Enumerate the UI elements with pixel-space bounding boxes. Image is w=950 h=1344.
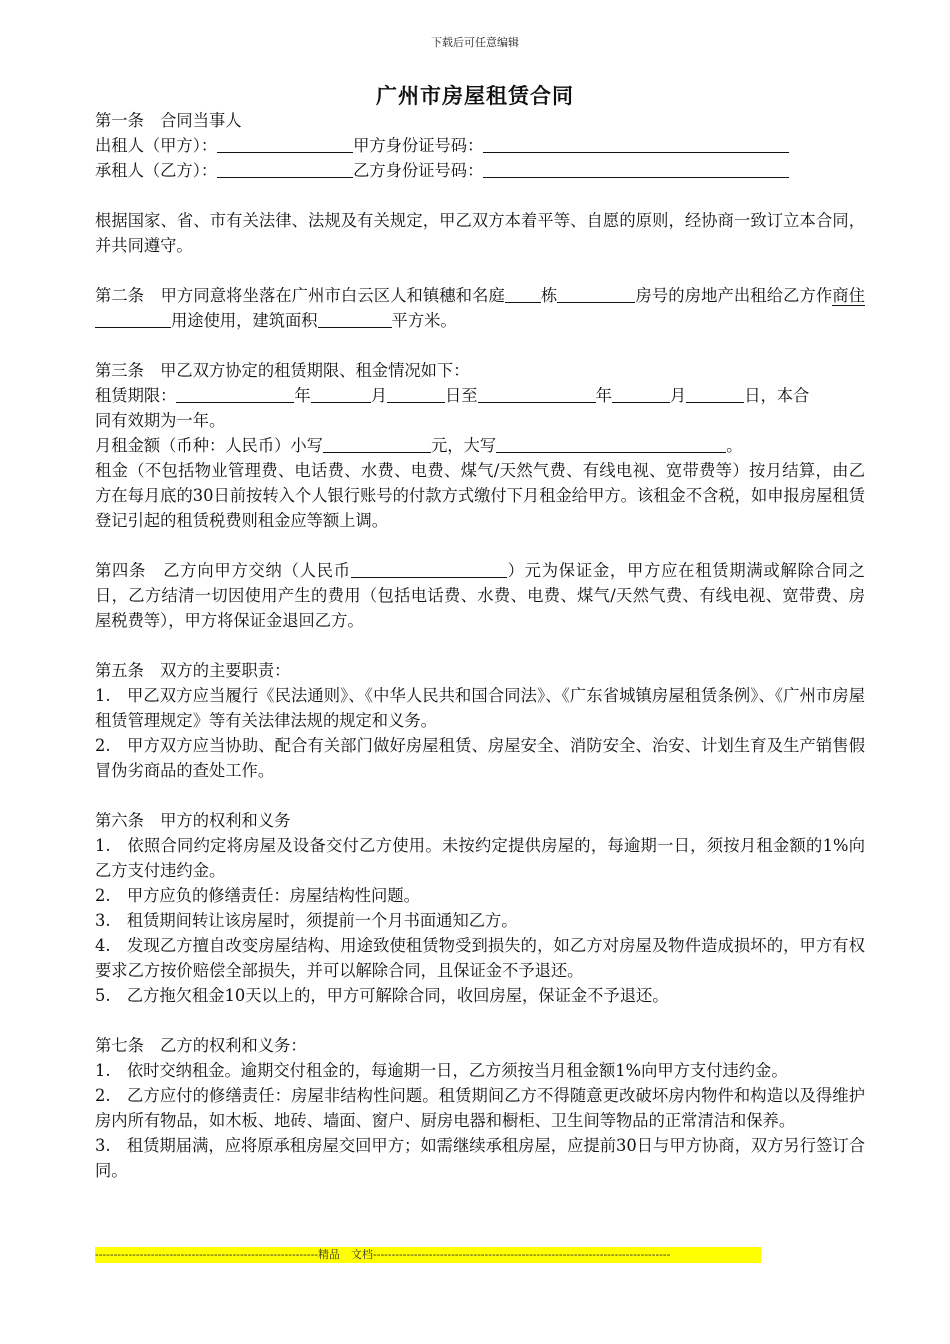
page-footer-banner — [95, 1247, 761, 1263]
building-blank[interactable] — [505, 285, 541, 303]
article-2-text-3: 租给乙方作 — [750, 286, 833, 305]
lessor-id-label: 甲方身份证号码： — [353, 136, 484, 155]
footer-right-dashes: -------------------------------------------------------------------------------- — [373, 1248, 671, 1261]
lessor-label: 出租人（甲方）： — [95, 136, 218, 155]
article-4-paragraph — [95, 558, 865, 633]
lessor-name-blank[interactable] — [217, 135, 353, 153]
article-6-heading: 第六条 甲方的权利和义务 — [95, 811, 291, 830]
lessor-line — [95, 133, 865, 158]
lessee-line — [95, 158, 865, 183]
room-blank[interactable] — [557, 285, 635, 303]
lessee-label: 承租人（乙方）： — [95, 161, 218, 180]
contract-body — [95, 108, 865, 1183]
article-2-text: 第二条 甲方同意将坐落在广州市白云区人和镇穗和名庭 — [95, 286, 505, 305]
end-year-blank[interactable] — [478, 385, 596, 403]
article-2-text-4: 用途使用，建筑面积 — [171, 311, 318, 330]
page-header-note: 下载后可任意编辑 — [431, 36, 519, 49]
deposit-blank[interactable] — [351, 560, 507, 578]
lessor-id-blank[interactable] — [483, 135, 789, 153]
day-tail-label: 日，本合 — [744, 386, 810, 405]
monthly-rent-line — [95, 433, 865, 458]
rent-words-blank[interactable] — [496, 435, 726, 453]
usage-value: 商住 — [832, 286, 865, 305]
article-6-item: 5. 乙方拖欠租金10天以上的，甲方可解除合同，收回房屋，保证金不予退还。 — [95, 986, 669, 1005]
day-to-label: 日至 — [445, 386, 478, 405]
monthly-rent-label: 月租金额（币种：人民币）小写 — [95, 436, 323, 455]
start-year-blank[interactable] — [176, 385, 294, 403]
start-month-blank[interactable] — [311, 385, 371, 403]
article-7-item: 1. 依时交纳租金。逾期交付租金的，每逾期一日，乙方须按当月租金额1%向甲方支付违约金。 — [95, 1061, 788, 1080]
article-7-item: 3. 租赁期届满，应将原承租房屋交回甲方；如需继续承租房屋，应提前30日与甲方协商，双方另行签订合同。 — [95, 1136, 865, 1180]
lease-term-label: 租赁期限： — [95, 386, 177, 405]
usage-blank[interactable] — [95, 310, 171, 328]
article-2-paragraph — [95, 283, 865, 333]
area-blank[interactable] — [318, 310, 392, 328]
article-1-heading: 第一条 合同当事人 — [95, 111, 242, 130]
rent-figure-blank[interactable] — [323, 435, 431, 453]
start-day-blank[interactable] — [387, 385, 445, 403]
article-5-heading: 第五条 双方的主要职责： — [95, 661, 291, 680]
rent-words-label: 元，大写 — [430, 436, 497, 455]
footer-left-dashes: ------------------------------------------------------------ — [95, 1248, 319, 1261]
article-7-heading: 第七条 乙方的权利和义务： — [95, 1036, 307, 1055]
article-6-item: 3. 租赁期间转让该房屋时，须提前一个月书面通知乙方。 — [95, 911, 518, 930]
preamble-paragraph: 根据国家、省、市有关法律、法规及有关规定，甲乙双方本着平等、自愿的原则，经协商一致订立本合同，并共同遵守。 — [95, 211, 865, 255]
end-month-blank[interactable] — [612, 385, 670, 403]
rent-terms-paragraph: 租金（不包括物业管理费、电话费、水费、电费、煤气/天然气费、有线电视、宽带费等）按月结算，由乙方在每月底的30日前按转入个人银行账号的付款方式缴付下月租金给甲方。该租金不含税，如申报房屋租赁登记引起的租赁税费则租金应等额上调。 — [95, 461, 865, 530]
article-7-item: 2. 乙方应付的修缮责任：房屋非结构性问题。租赁期间乙方不得随意更改破坏房内物件和构造以及得维护房内所有物品，如木板、地砖、墙面、窗户、厨房电器和橱柜、卫生间等物品的正常清洁和保养。 — [95, 1086, 865, 1130]
lessee-name-blank[interactable] — [217, 160, 353, 178]
lessee-id-label: 乙方身份证号码： — [353, 161, 484, 180]
lease-term-continuation: 同有效期为一年。 — [95, 411, 226, 430]
footer-text: 精品 文档 — [318, 1248, 374, 1261]
document-title: 广州市房屋租赁合同 — [376, 83, 574, 108]
area-unit: 平方米。 — [391, 311, 457, 330]
article-6-item: 2. 甲方应负的修缮责任：房屋结构性问题。 — [95, 886, 420, 905]
article-4-text: 第四条 乙方向甲方交纳（人民币 — [95, 561, 351, 580]
month-label-2: 月 — [669, 386, 687, 405]
month-label: 月 — [370, 386, 388, 405]
article-5-item: 1. 甲乙双方应当履行《民法通则》、《中华人民共和国合同法》、《广东省城镇房屋租赁条例》、《广州市房屋租赁管理规定》等有关法律法规的规定和义务。 — [95, 686, 865, 730]
lessee-id-blank[interactable] — [483, 160, 789, 178]
article-2-text-2: 房号的房地产出 — [635, 286, 751, 305]
year-label-2: 年 — [595, 386, 612, 405]
period-mark: 。 — [726, 436, 743, 455]
article-4-text-2: ）元为保证金，甲方应在租赁期满或解除合同之日，乙方结清一切因使用产生的费用（包括电话费、水费、电费、煤气/天然气费、有线电视、宽带费、房屋税费等），甲方将保证金退回乙方。 — [95, 561, 865, 630]
article-6-item: 1. 依照合同约定将房屋及设备交付乙方使用。未按约定提供房屋的，每逾期一日，须按月租金额的1%向乙方支付违约金。 — [95, 836, 865, 880]
year-label: 年 — [294, 386, 311, 405]
article-3-heading: 第三条 甲乙双方协定的租赁期限、租金情况如下： — [95, 361, 470, 380]
end-day-blank[interactable] — [686, 385, 744, 403]
article-5-item: 2. 甲方双方应当协助、配合有关部门做好房屋租赁、房屋安全、消防安全、治安、计划生育及生产销售假冒伪劣商品的查处工作。 — [95, 736, 865, 780]
article-6-item: 4. 发现乙方擅自改变房屋结构、用途致使租赁物受到损失的，如乙方对房屋及物件造成损坏的，甲方有权要求乙方按价赔偿全部损失，并可以解除合同，且保证金不予退还。 — [95, 936, 865, 980]
building-label: 栋 — [540, 286, 558, 305]
lease-term-line — [95, 383, 865, 408]
